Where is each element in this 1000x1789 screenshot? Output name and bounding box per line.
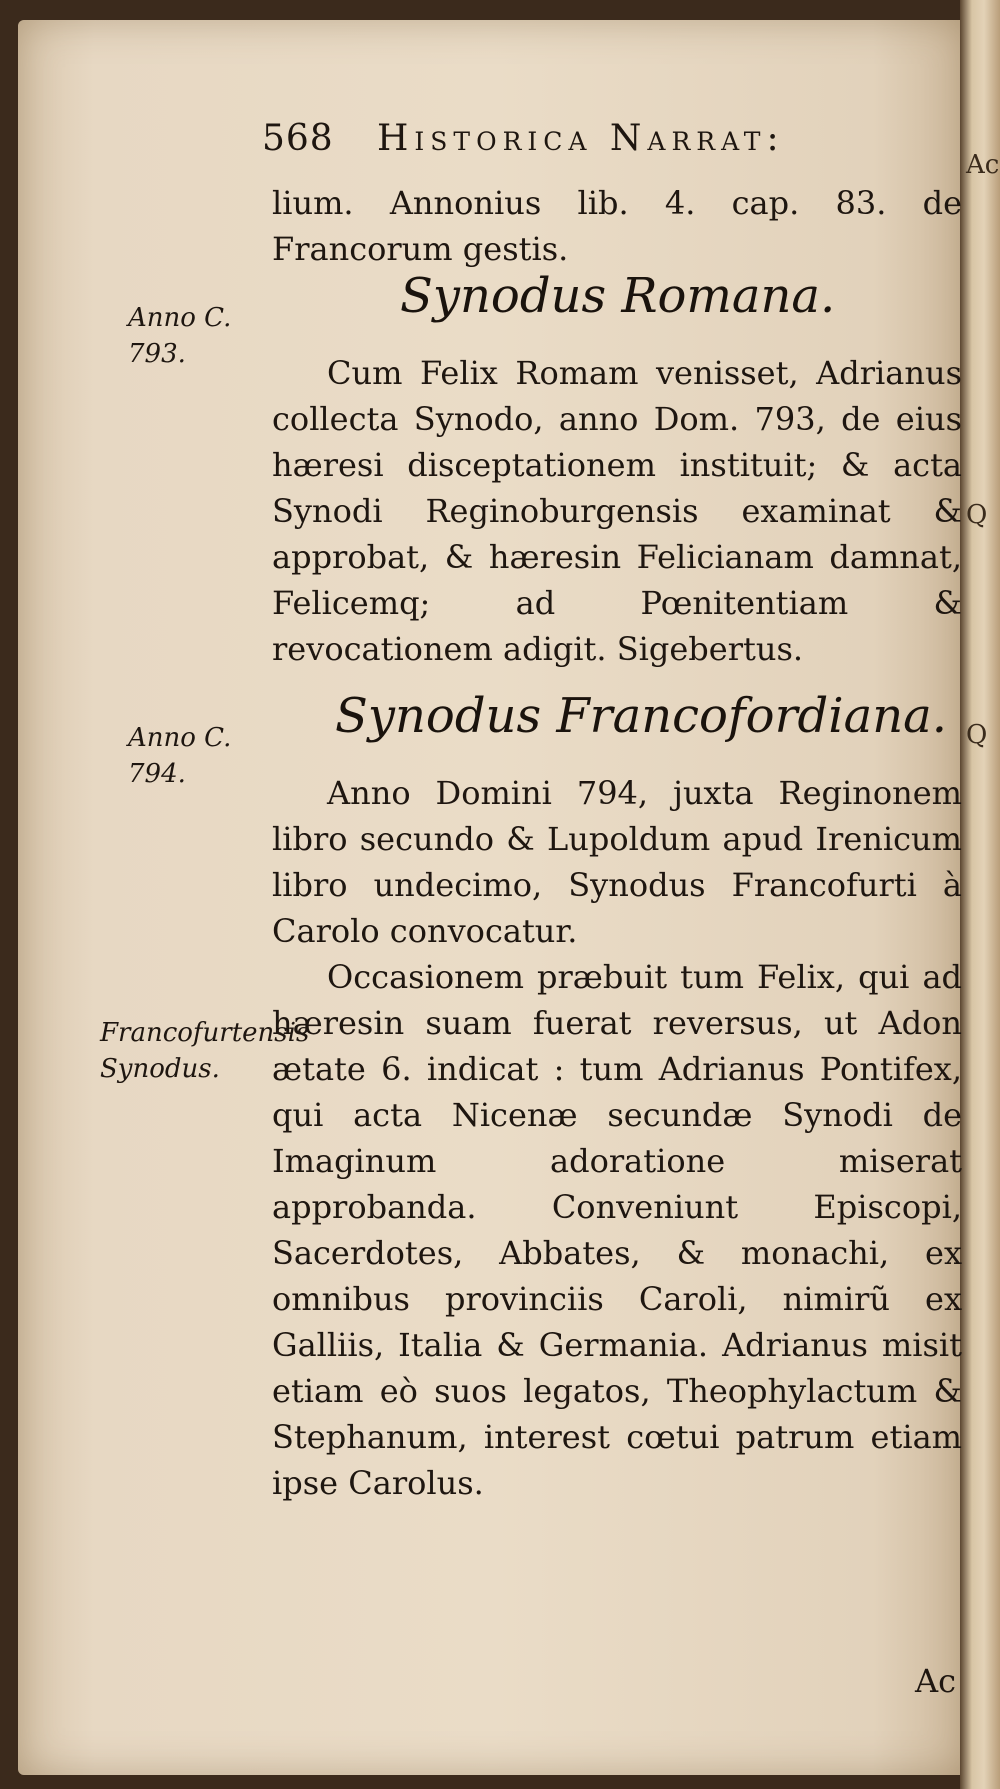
paragraph-continuation: lium. Annonius lib. 4. cap. 83. de Francorum gestis. xyxy=(272,184,962,268)
paragraph-francofordiana-occasio: Occasionem præbuit tum Felix, qui ad hæresin suam fuerat reversus, ut Adon ætate 6. indicat : tum Adrianus Pontifex, qui acta Nicenæ secundæ Synodi de Imaginum adoratione miserat approbanda. Conveniunt Episcopi, Sacerdotes, Abbates, & monachi, ex omnibus provinciis Caroli, nimirũ ex Galliis, Italia & Germania. Adrianus misit etiam eò suos legatos, Theophylactum & Stephanum, interest cœtui patrum etiam ipse Carolus. xyxy=(272,958,962,1502)
heading-synodus-francofordiana: Synodus Francofordiana. xyxy=(335,688,947,744)
adjacent-page-letter: Q xyxy=(966,720,988,750)
page-number: 568 xyxy=(262,118,334,159)
margin-note-francofurtensis: Francofurtensis Synodus. xyxy=(100,1018,310,1084)
heading-synodus-romana: Synodus Romana. xyxy=(400,268,836,324)
adjacent-page-letter: Ac xyxy=(966,150,1000,180)
text-block-francofordiana xyxy=(272,770,962,1506)
margin-note-anno-794: Anno C. 794. xyxy=(128,723,232,789)
margin-note-anno-793: Anno C. 793. xyxy=(128,303,232,369)
page-header xyxy=(262,118,952,168)
adjacent-page-edge xyxy=(960,0,1000,1789)
paragraph-francofordiana-intro: Anno Domini 794, juxta Reginonem libro secundo & Lupoldum apud Irenicum libro undecimo, Synodus Francofurti à Carolo convocatur. xyxy=(272,774,962,950)
text-block-romana xyxy=(272,350,962,672)
running-title: Historica Narrat: xyxy=(377,118,785,159)
text-block-opening xyxy=(272,180,962,272)
paragraph-romana: Cum Felix Romam venisset, Adrianus collecta Synodo, anno Dom. 793, de eius hæresi disceptationem instituit; & acta Synodi Reginoburgensis examinat & approbat, & hæresin Felicianam damnat, Felicemq; ad Pœnitentiam & revocationem adigit. Sigebertus. xyxy=(272,354,962,668)
catchword: Ac xyxy=(915,1662,957,1700)
adjacent-page-letter: Q xyxy=(966,500,988,530)
